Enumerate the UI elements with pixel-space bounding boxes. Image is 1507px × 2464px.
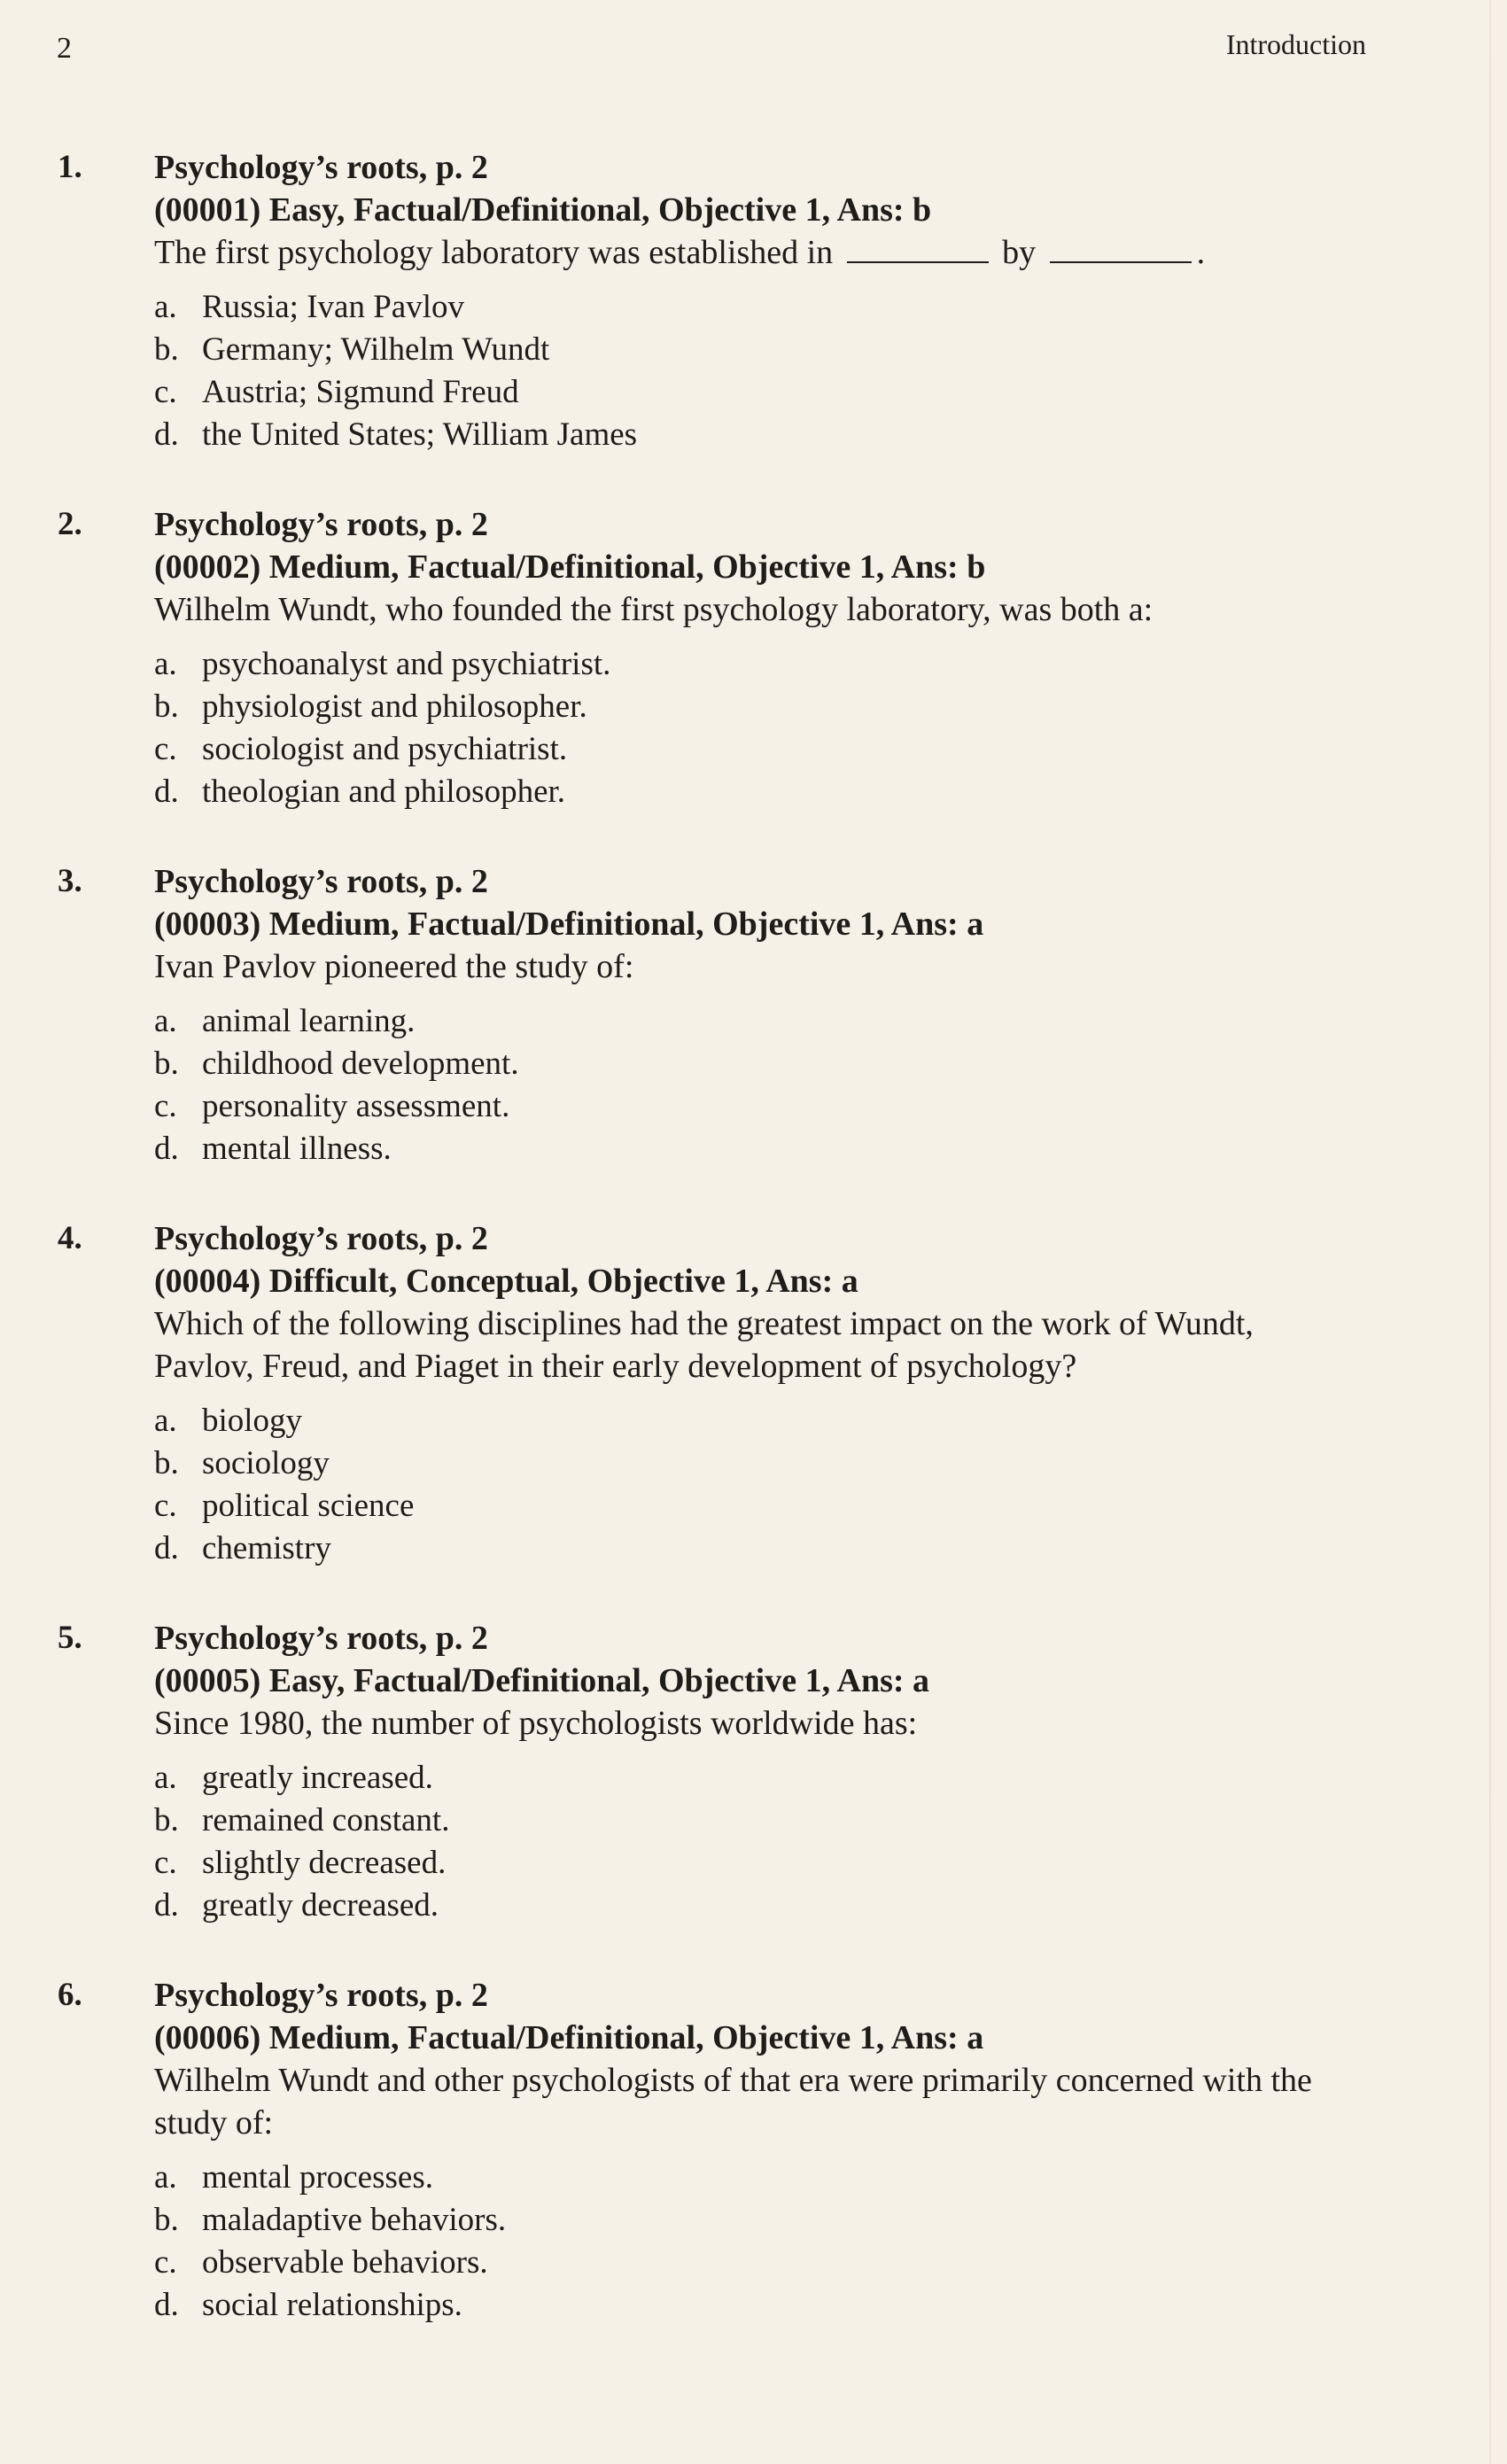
choice bbox=[154, 329, 1347, 371]
choice-text: animal learning. bbox=[202, 1003, 416, 1039]
question-5 bbox=[53, 1617, 1347, 1927]
choice-letter: b. bbox=[154, 331, 179, 368]
question-meta: (00006) Medium, Factual/Definitional, Objective 1, Ans: a bbox=[154, 2019, 984, 2056]
choice bbox=[154, 1043, 1347, 1085]
choice-text: mental processes. bbox=[202, 2159, 433, 2196]
question-meta: (00002) Medium, Factual/Definitional, Objective 1, Ans: b bbox=[154, 548, 986, 586]
choice-letter: a. bbox=[154, 1760, 177, 1796]
choice-letter: c. bbox=[154, 731, 177, 767]
choice-text: psychoanalyst and psychiatrist. bbox=[202, 646, 611, 682]
choice-text: mental illness. bbox=[202, 1131, 392, 1167]
choice-letter: d. bbox=[154, 1131, 179, 1167]
choice-list bbox=[154, 1000, 1347, 1170]
page-number: 2 bbox=[57, 32, 72, 65]
choice bbox=[154, 414, 1347, 456]
choice-letter: b. bbox=[154, 1045, 179, 1082]
question-number: 1. bbox=[58, 149, 82, 185]
choice-letter: a. bbox=[154, 1403, 177, 1439]
choice bbox=[154, 1842, 1347, 1885]
choice-text: political science bbox=[202, 1488, 415, 1524]
choice-letter: c. bbox=[154, 1488, 177, 1524]
question-4 bbox=[53, 1217, 1347, 1570]
choice bbox=[154, 2199, 1347, 2242]
choice bbox=[154, 1799, 1347, 1842]
choice-text: social relationships. bbox=[202, 2287, 462, 2323]
question-meta: (00004) Difficult, Conceptual, Objective 1, Ans: a bbox=[154, 1263, 858, 1300]
choice-letter: d. bbox=[154, 1887, 179, 1924]
question-meta: (00003) Medium, Factual/Definitional, Objective 1, Ans: a bbox=[154, 906, 984, 943]
choice-letter: d. bbox=[154, 773, 179, 810]
question-topic: Psychology’s roots, p. 2 bbox=[154, 149, 488, 186]
question-1 bbox=[53, 146, 1347, 456]
question-topic: Psychology’s roots, p. 2 bbox=[154, 863, 488, 900]
answer-blank bbox=[847, 235, 989, 263]
choice-letter: b. bbox=[154, 2202, 179, 2238]
running-head: Introduction bbox=[1225, 28, 1366, 60]
question-list bbox=[53, 146, 1347, 2374]
question-topic: Psychology’s roots, p. 2 bbox=[154, 1977, 488, 2014]
question-topic: Psychology’s roots, p. 2 bbox=[154, 506, 488, 543]
stem-part: . bbox=[1196, 234, 1206, 271]
question-number: 3. bbox=[58, 863, 82, 899]
question-number: 6. bbox=[58, 1977, 82, 2013]
choice-text: remained constant. bbox=[202, 1802, 450, 1838]
question-stem bbox=[154, 231, 1347, 274]
choice-letter: a. bbox=[154, 289, 177, 325]
choice-text: observable behaviors. bbox=[202, 2244, 488, 2281]
choice-text: the United States; William James bbox=[202, 416, 638, 453]
choice-text: theologian and philosopher. bbox=[202, 773, 566, 810]
question-6 bbox=[53, 1974, 1347, 2327]
question-2 bbox=[53, 503, 1347, 813]
choice bbox=[154, 1400, 1347, 1442]
choice-text: sociologist and psychiatrist. bbox=[202, 731, 568, 767]
choice-text: Austria; Sigmund Freud bbox=[202, 374, 519, 410]
choice bbox=[154, 2242, 1347, 2284]
choice-letter: b. bbox=[154, 688, 179, 725]
choice-letter: d. bbox=[154, 1530, 179, 1566]
choice-text: maladaptive behaviors. bbox=[202, 2202, 507, 2238]
question-meta: (00005) Easy, Factual/Definitional, Objective 1, Ans: a bbox=[154, 1662, 930, 1699]
question-topic: Psychology’s roots, p. 2 bbox=[154, 1220, 488, 1257]
choice-text: slightly decreased. bbox=[202, 1845, 447, 1881]
choice bbox=[154, 1085, 1347, 1128]
choice-list bbox=[154, 286, 1347, 456]
choice-text: biology bbox=[202, 1403, 303, 1439]
choice bbox=[154, 2157, 1347, 2199]
choice bbox=[154, 1128, 1347, 1170]
choice-text: chemistry bbox=[202, 1530, 331, 1566]
question-stem: Wilhelm Wundt, who founded the first psychology laboratory, was both a: bbox=[154, 591, 1154, 628]
choice-letter: c. bbox=[154, 1088, 177, 1124]
question-3 bbox=[53, 860, 1347, 1170]
question-number: 4. bbox=[58, 1220, 82, 1256]
choice bbox=[154, 1885, 1347, 1927]
choice-text: childhood development. bbox=[202, 1045, 519, 1082]
choice-letter: a. bbox=[154, 2159, 177, 2196]
choice-letter: a. bbox=[154, 1003, 177, 1039]
stem-part: The first psychology laboratory was established in bbox=[154, 234, 834, 271]
choice-text: sociology bbox=[202, 1445, 330, 1481]
choice bbox=[154, 1000, 1347, 1043]
choice-text: greatly increased. bbox=[202, 1760, 433, 1796]
choice-letter: c. bbox=[154, 2244, 177, 2281]
choice-text: greatly decreased. bbox=[202, 1887, 439, 1924]
choice bbox=[154, 686, 1347, 728]
choice bbox=[154, 643, 1347, 686]
choice-text: physiologist and philosopher. bbox=[202, 688, 587, 725]
question-number: 5. bbox=[58, 1620, 82, 1656]
question-topic: Psychology’s roots, p. 2 bbox=[154, 1620, 488, 1657]
choice bbox=[154, 1757, 1347, 1799]
choice-letter: c. bbox=[154, 374, 177, 410]
question-stem: Which of the following disciplines had the greatest impact on the work of Wundt, Pavlov, Freud, and Piaget in their early development of psychology? bbox=[154, 1305, 1254, 1385]
question-stem: Since 1980, the number of psychologists worldwide has: bbox=[154, 1705, 918, 1742]
choice-text: personality assessment. bbox=[202, 1088, 510, 1124]
choice-letter: d. bbox=[154, 2287, 179, 2323]
answer-blank bbox=[1050, 235, 1192, 263]
choice bbox=[154, 2284, 1347, 2327]
choice bbox=[154, 286, 1347, 329]
stem-part: by bbox=[1002, 234, 1037, 271]
choice bbox=[154, 771, 1347, 813]
choice bbox=[154, 1442, 1347, 1485]
choice bbox=[154, 371, 1347, 414]
choice bbox=[154, 1527, 1347, 1570]
choice-letter: a. bbox=[154, 646, 177, 682]
choice-letter: d. bbox=[154, 416, 179, 453]
choice-list bbox=[154, 1757, 1347, 1927]
choice-list bbox=[154, 1400, 1347, 1570]
choice-text: Germany; Wilhelm Wundt bbox=[202, 331, 550, 368]
question-stem: Ivan Pavlov pioneered the study of: bbox=[154, 948, 634, 985]
page-edge-shadow bbox=[1489, 0, 1491, 2464]
choice-letter: b. bbox=[154, 1802, 179, 1838]
choice bbox=[154, 1485, 1347, 1527]
question-meta: (00001) Easy, Factual/Definitional, Objective 1, Ans: b bbox=[154, 191, 932, 229]
choice bbox=[154, 728, 1347, 771]
question-number: 2. bbox=[58, 506, 82, 542]
choice-text: Russia; Ivan Pavlov bbox=[202, 289, 464, 325]
choice-list bbox=[154, 2157, 1347, 2327]
choice-letter: c. bbox=[154, 1845, 177, 1881]
choice-list bbox=[154, 643, 1347, 813]
choice-letter: b. bbox=[154, 1445, 179, 1481]
question-stem: Wilhelm Wundt and other psychologists of that era were primarily concerned with the study of: bbox=[154, 2062, 1312, 2141]
